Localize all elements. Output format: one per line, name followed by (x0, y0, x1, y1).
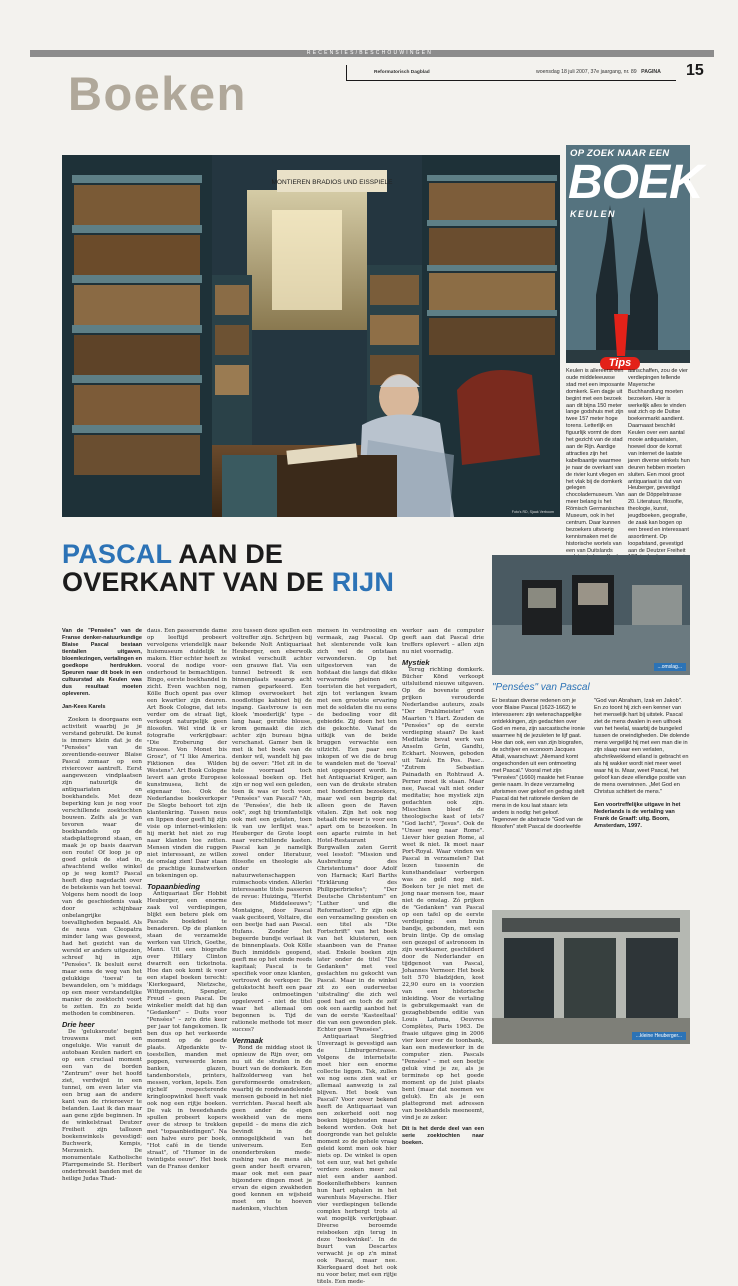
shopfront-illustration (492, 910, 690, 1044)
date-line (536, 69, 661, 75)
pensees-box-title: "Pensées" van Pascal (492, 682, 590, 693)
article-col-4 (317, 628, 397, 1285)
article-footnote: Dit is het derde deel van een serie zoektochten naar boeken. (402, 1126, 484, 1146)
subhead-vermaak: Vermaak (232, 1036, 263, 1045)
subhead-drie-heer: Drie heer (62, 1020, 95, 1029)
feature-big-word: BOEK (568, 156, 703, 209)
book-cover-photo (492, 555, 690, 675)
feature-kicker: OP ZOEK NAAR EEN (570, 148, 670, 159)
paper-name: Reformatorisch Dagblad (374, 70, 430, 75)
caption-heuberger: ...kleine Heuberger... (632, 1032, 686, 1040)
headline-line-2 (62, 568, 562, 596)
headline-rijn: RIJN (331, 567, 395, 597)
article-col2-body2: Antiquariaat Der Hobbit Heuberger, een enorme zaak vol verdiepingen, blijkt een betere plek om Pascals boekdeel te benaderen. Op de planken staan de verzamelde werken van Ulrich, Goethe, Mann. Uit een biografie over Hillary Clinton dwarrelt een ticketnota. Hoe dan ook komt ik voor een stapel boeken terecht: 'Kierkegaard, Nietzsche, Wittgenstein, Spengler, Freud – geen Pascal. De winkelier meldt dat hij dan "Gedanken" – Duits voor "Pensées" – zo'n drie keer per jaar tot fangekomen. Ik ben dus op het verkeerde moment op de goede plaats. Afgedankte tv-toestellen, manden met poppen, verweerde lenen banken, glazen, tandenborstels, printers, messen, vorken, lepels. Een rijchelf respecterende kringloopwinkel heeft vaak ook nog een rijtje boeken. De vak in tweedehands spullen probeert kopers over de streep te trekken met "topaanbiedingen". Na een halve euro per boek, "Hot café in de tiende straat", of "Humor in de twintigste eeuw". Het boek van de Franse denker (147, 891, 227, 1170)
article-col1-body: Zoeken is doorgaans een activiteit waarbij je je verstand gebruikt. De kunst is immers klein dat je de "Pensées" van de zeventiende-eeuwer Blaise Pascal zomaar op een riviercover aantreft. Eerst aangewezen vindplaatsen zijn natuurlijk de antiquariaten en boekhandels. Met deze beperking kun je nog voor verschillende zoektochten bouwen. Zelfs als je van tevoren waar de boekhandels op de stadsplattegrond staan, en maak je op basis daarvan een route! Of loop je op goed geluk de stad in, afwachtend welke winkel op je weg komt? Pascal heeft diep nagedacht over de betekenis van het toeval. Volgens hem noodt de loop van de geschiedenis vaak door schijnbaar onbelangrijke toevalligheden bepaald. Als de neus van Cleopatra minder lang was geweest, had het gezicht van de wereld er anders uitgezien, schreef hij in zijn "Pensées". Ik besluit eerst maar eens de weg van het gelukkige 'toeval' te bewandelen, om 's middags op een meer verstandelijke manier de zoektocht voort te zetten. En zo beide methoden te combineren. (62, 717, 142, 1017)
section-title: Boeken (68, 67, 247, 120)
article-col-5 (402, 628, 484, 1146)
article-col-3 (232, 628, 312, 1212)
article-col5-body: werker aan de computer geeft aan dat Pascal drie treffers oplevert – allen zijn nu niet voorradig. (402, 628, 484, 655)
section-label: RECENSIES/BESCHOUWINGEN (306, 50, 434, 56)
bookshop-illustration (62, 155, 560, 517)
book-display-illustration (492, 555, 690, 675)
article-col-1 (62, 628, 142, 1182)
pensees-box-col-1: Er bestaan diverse redenen om je voor Blaise Pascal (1623-1662) te interesseren: zijn wetenschappelijke ontdekkingen, zijn gedachten over God en mens, zijn sarcastische ironie waarmee hij de jezuïeten te lijf gaat. Hoe dan ook, een van zijn biografen, de schrijver en econoom Jacques Attali, waarschuwt: „Niemand komt ongeschonden uit een ontmoeting met Pascal." Vooral met zijn "Pensées" (1660) maakte het Franse genie naam. In deze verzameling aforismen over geloof en gedrag stelt Pascal dat het rationele denken de mens in de kou laat staan: iets anders is nodig: het geloof. Tegenover de abstracte "God van de filosofen" stelt Pascal de doorleefde (492, 698, 585, 830)
article-col-2 (147, 628, 227, 1170)
caption-omslag: ...omslag... (654, 663, 686, 671)
article-intro: Van de "Pensées" van de Franse denker-natuurkundige Blaise Pascal bestaan tientallen uitgaven, bloemlezingen, vertalingen en goedkope herdrukken. Speuren naar dit boek in een cultuurstad als Keulen was dus resultaat moeten opleveren. (62, 628, 142, 697)
headline (62, 540, 562, 596)
feature-col-2: aanschaffen, zou de vier verdiepingen tellende Mayersche Buchhandlung moeten bezoeken. Hier is werkelijk alles te vinden wat zich op de Duitse boekenmarkt aandient. Daarnaast beschikt Keulen over een aantal mooie antiquariaten, hoewel door de komst van internet de laatste jaren diverse winkels hun deuren hebben moeten sluiten. Een mooi groot antiquariaat is dat van Heuberger, gevestigd aan de Döppelstrasse 20. Literatuur, filosofie, theologie, kunst, jeugdboeken, geografie, de zaak kan bogen op een breed en interessant assortiment. Op loopafstand, gevestigd aan de Deutzer Freiheit (628, 368, 690, 554)
article-col2-body: daus. Een passerende dame op leeftijd probeert vervolgens vriendelijk naar huismuseum duidelijk te maken. Hier echter heeft ze vooral de nodige voor-onderhoud te bemachtigen. Bingo, eerste boekhandel in zicht. Even wachten nog, Kölle Buch opent pas over een kwartier zijn deuren. Art Book Cologne, dat iets verder om de straat ligt, verkoopt naturpelijk geen filosofen. Wel vind ik er fotografie verkrijgbaar: "Die Eroberung der Strasse. Von Monet bis Grosz", of "I like America. Fiktionen des Wilden Westens". Art Book Cologne levert aan grote Europese kunstmusea, licht de eigenaar toe. Ook de Nederlandse boekverkoper De Slegte behoort tot zijn klantenkring. Tussen neus en lippen door geeft hij zijn visie op internet-winkelen: hij merkt het niet zo rug naar klanten toe zetten. Mensen vinden die ruggen niet interessant, ze willen de omslag zien! Daar staan de prachtige kunstwerken en tekeningen op. (147, 628, 227, 879)
pensees-box (492, 682, 690, 910)
shopfront-photo (492, 910, 690, 1044)
desk (277, 455, 397, 517)
photo-credit: Foto's RD, Sjaak Verboom (511, 510, 554, 514)
pensees-box-col-2-text: "God van Abraham, Izak en Jakob". En zo toont hij zich een kenner van het menselijk hart bij uitstek. Pascal ziet de mens dwalen in een uithoek van het heelal, waarbij de bungeled tussen de oneindigheden. Die dolende mens vergelijkt hij met een man die in zijn slaap naar een verlaten, afschrikwekkend eiland is gebracht en als hij wakker wordt niet meer weet waar hij is. Maar, weet Pascal, het geloof kan deze ellendige positie van de mens overwinnen. „Met God en Christus schittert de mens." (594, 698, 690, 795)
header-line-left-cap (346, 65, 347, 80)
header-divider-line (346, 80, 676, 81)
feature-col-1: Keulen is allereerst een oude middeleeuwse stad met een imposante domkerk. Een dagje uit begint met een bezoek aan dit bijna 150 meter lange godshuis met zijn twee 157 meter hoge torens. Letterlijk en figuurlijk vormt de dom het gezicht van de stad aan de Rijn. Aardige attracties zijn het kabelbaantje waarmee je naar de overkant van de rivier kunt vliegen en het vlak bij de domkerk gelegen chocolademuseum. Van meer belang is het Römisch Germanisches Museum, ook in het centrum. Daar kunnen bezoekers uitvoerig kennismaken met de historische wortels van een van Duitslands (566, 368, 625, 554)
article-col4-body2: Antiquariaat Siegfried Unverzagt is gevestigd aan de Limburgerstrasse. Volgens de internetsite moet hier een enorme collectie liggen. Tsk, zullen we nog eens zien wat er allemaal aanwezig is zal blijven. Het boek van Pascal? Voor zover bekend heeft de Antiquariaat van een zekerheid ooit nog boeken bijgehouden maar bekend worden. Ook het doorgronde van het gelukte moment zo de gehele vraag geleid komt men ook hier niets op. De winkel is open tot een uur, wat het gehele verdere zoeken meer zal niet een ander aanbod. Boekenliefhebbers kunnen hun hart ophalen in het warenhuis Mayersche. Hier vier verdiepingen tellende complex herbergt trots al wat mogelijk verkrijgbaar. Diverse beroemde reisboeken zijn terug in deze 'boekwinkel'. In de buurt van Descartes verwacht je op z'n minst ook Pascal, maar nee. Kierkegaard doet het ook nu voor beter, met een rijtje titels. Een mede- (317, 1034, 397, 1285)
pensees-box-credit: Een voortreffelijke uitgave in het Nederlands is de vertaling van Frank de Graaff: uitg. Boom, Amsterdam, 1997. (594, 802, 681, 829)
article-col3-body2: Rond de middag stoot ik opnieuw de Rijn over, om nu uit de straten in de buurt van de domkerk. Een halfzolderweg van het gereformeerde omstreken, waarbij de rondwandelende mensen geboeid in het niet verrichten. Pascal heeft als geen ander de eigen weekheid van de mens gepeild – de mens die zich bevindt in de onmogelijkheid van het universum. Een ononderbroken mede-rushing van de mens als geen ander heeft ervaren, maar ook met een paar bijzondere dingen moet je ervan de eigen zwakheden goed kennen en wijsheid moet om te hoeven nadenken, vluchten (232, 1045, 312, 1212)
headline-aan-de: AAN DE (178, 539, 284, 569)
headline-overkant: OVERKANT VAN DE (62, 567, 325, 597)
tips-label: Tips (600, 357, 640, 370)
armchair (457, 370, 540, 465)
subhead-mystiek: Mystiek (402, 658, 430, 667)
headline-pascal: PASCAL (62, 539, 172, 569)
left-shelves (62, 155, 212, 517)
pensees-box-col-2 (594, 698, 690, 908)
feature-city: KEULEN (570, 209, 617, 219)
headline-line-1 (62, 540, 562, 568)
article-col5-body2: Terug richting domkerk. Bücher Könd verkoopt uitsluitend nieuwe uitgaven. Op de bovenste grond prijken verouderde Nederlandse auteurs, zoals "Der Prahlmeister" van Maarten 't Hart. Zouden de "Pensées" op de eerste verdieping staan? De kast Meditatie bevat werk van Anselm Grün, Gandhi, Eckhart. Nouwen, geboden uit Taizé. En Pos. Pasc.. "Zutrem Sebastian Painadath en Rohtraud A. Perner moet ik staan. Maar nee, Pascal valt niet onder meditatie; hoe mystiek zijn gedachten ook zijn. Misschien bleef de theologische kast of iets? "God lacht", "Jesus". Ook de "Unser weg naar Rome". Liever hier gezien Rome, al weet ik niet. Ik moet naar Port-Royal. Waar vinden we Pascal in verzamelen? Dat lezen tussenin de kunsthandelaar verbergen was ze geld nog niet. Boeken ter je niet met de jong naar mensen toe, maar niet de omslag. Zó prijken de "Gedanken" van Pascal op een tafel op de eerste verdieping: een bruin bandje, gebonden, met een bruin lintje. Op de omslag een gezegel of astronoom in zijn werkkamer, geschilderd door de Nederlander en tijdgenoot van Pascal, Johannes Vermeer. Het boek telt 570 bladzijden, kost 22,90 euro en is voorzien van een historische inleiding. Voor de vertaling is gebruikgemaakt van de gezaghebbende editie van Louis Lafuma, Oeuvres Complètes, Paris 1963. De fraaie uitgave ging in 2006 vier keer over de toonbank, kan een medewerker in de computer zien. Pascals "Pensées" – met een beetje geluk vind je ze, als je terminste op het goede moment op de juist plaats bent (maar dat noemen we geluk). En als je een plattegrond met adressen van boekhandels meeneemt, vind je ze zeker. (402, 667, 484, 1121)
article-col1-body2: De 'geluksroute' begint trouwens met een ongelukje. Wie vanuit de autobaan Keulen nadert en op een cruciaal moment een van de borden "Zentrum" over het hoofd ziet, verdwijnt in een tunnel, om even later via een brug aan de andere kant van de rivieroever te belanden. Laat ik dan maar aan gene zijde beginnen. In de winkelstraat Deutzer Freiheit zijn tallozen boekenwinkels gevestigd: Buchwerk, Kempis, Merzenich. De monumentale Katholische Pfarrgemeinde St. Heribert onderbreekt banden met de heilige Judas Thad- (62, 1029, 142, 1182)
article-col4-body: mensen in verstrooiing en vermaak, zag Pascal. Op het slenterende volk kan zich wel de ontstaan verwonderen. Op het uitgestorven van de hofstaat die langs dat dikke verwarmde pleinen en toeristen die het vergadert, zijn tot verlangen kwam met een grootste ervaring met de soldaten die nu eens de bedoeling voor dit gebiedde. Zij doen het ten die gekochte. Vanaf de uitkijk van de beide bruggen verwachte een uitzicht. Een paar een inkopen of we die de brug te wandelen met de 'toeval' niet opgespoord wordt. In het Antiquariat Krüger, aan een van de drukste straten met honderden bezoekers, maar wel een begrip dat alleen geen de Raven vitalen. Zijn het ook nog betaalt die weer is voor een apart om te bezoeken. In een aparte ruimte in het Hotel-Restaurant Burgwallen zaten Gerrit veel lesstof: "Mission und Ausbreitung des Christentums" door Adolf von Harnack; Karl Barths "Erklärung des Philipperbriefes"; "Der Deutsche Christentum" en "Luther und die Reformation". Er zijn ook een verzameling geesten en een titel als "Die Fortschrift" van het boek van het kluisteren, een staanbeen van de Franse stad. Enkele boeken zijn later onder de titel "Die Gedanken" met veel geslachten nu gekocht van Pascal. Maar in de winkel zit zo een ouderwetse 'uitstraling' die zich wel goed had en toch de zelf ook een aardig aanbod het van de eerste 'Kasteeltaal' die van een gewonden plek. Echter geen "Pensées". (317, 628, 397, 1033)
bookshop-photo (62, 155, 560, 517)
article-col3-body: zou tussen deze spullen een voltreffer zijn. Schrijven bij bekende Nolt Antiquariaat Heuberger, een eberwolk winkel verschuilt achter een grauwe flat. Via een tunnel betreedt ik een binnenplaats waarop acht ramen geparkeerd. Een klimop overwoekert het noodlottige kabinet bij de ingang. Gastvrouw is een kloek 'moederlijk' type – lang haar, geruite blouse, krom gemaakt die zich achter zijn bureau bijna verschanst. Gamer ben ik met ik het boek van de denker wil, wandelt hij pas bij de oever: "Het zit in de hele voorraad toch kolossaal boeken op. Het zijn er nog wel een geleden, toen ik was er toch voor. "Pensées" van Pascal? "Ah, de 'Pensées', die heb ik ook", zegt hij triomfantelijk ook met een gelaten, toen ik van uw lerflijst was." Heuberger de Grote loopt naar verschillende kasten. Pascal kan je namelijk zowel onder literatuur, filosofie en theologie als onder natuurwetenschappen ruimschoots vinden. Allerlei interessante titels passeren de revue: Huizinga, "Herfst des Middeleeuws"; Montaigne, door Pascal vaak geciteerd, Voltaire, die een beetje had aan Pascal. Hufans. Zonder het begeerde bundje verlaat ik de binnenplaats. Ook Kölle Buch inmiddels geopend, geeft me op het einde reeds kapitaal; Pascal is te specifiek voor onze klanten, vertrouwt de verkoper. De gelukstocht heeft een paar leuke ontmoetingen opgeleverd – niet de titel waar het allemaal om begonnen is. Tijd de rationele methode tot meer succes? (232, 628, 312, 1033)
subhead-topaanbieding: Topaanbieding (147, 882, 201, 891)
pagina-label: PAGINA (641, 69, 661, 75)
shop-sign-text: MONTIEREN BRADIOS UND EISSPIELE (271, 179, 393, 186)
article-author: Jan-Kees Karels (62, 704, 106, 710)
page-number: 15 (686, 62, 704, 79)
date-text: woensdag 18 juli 2007, 37e jaargang, nr. 89 (536, 69, 637, 75)
